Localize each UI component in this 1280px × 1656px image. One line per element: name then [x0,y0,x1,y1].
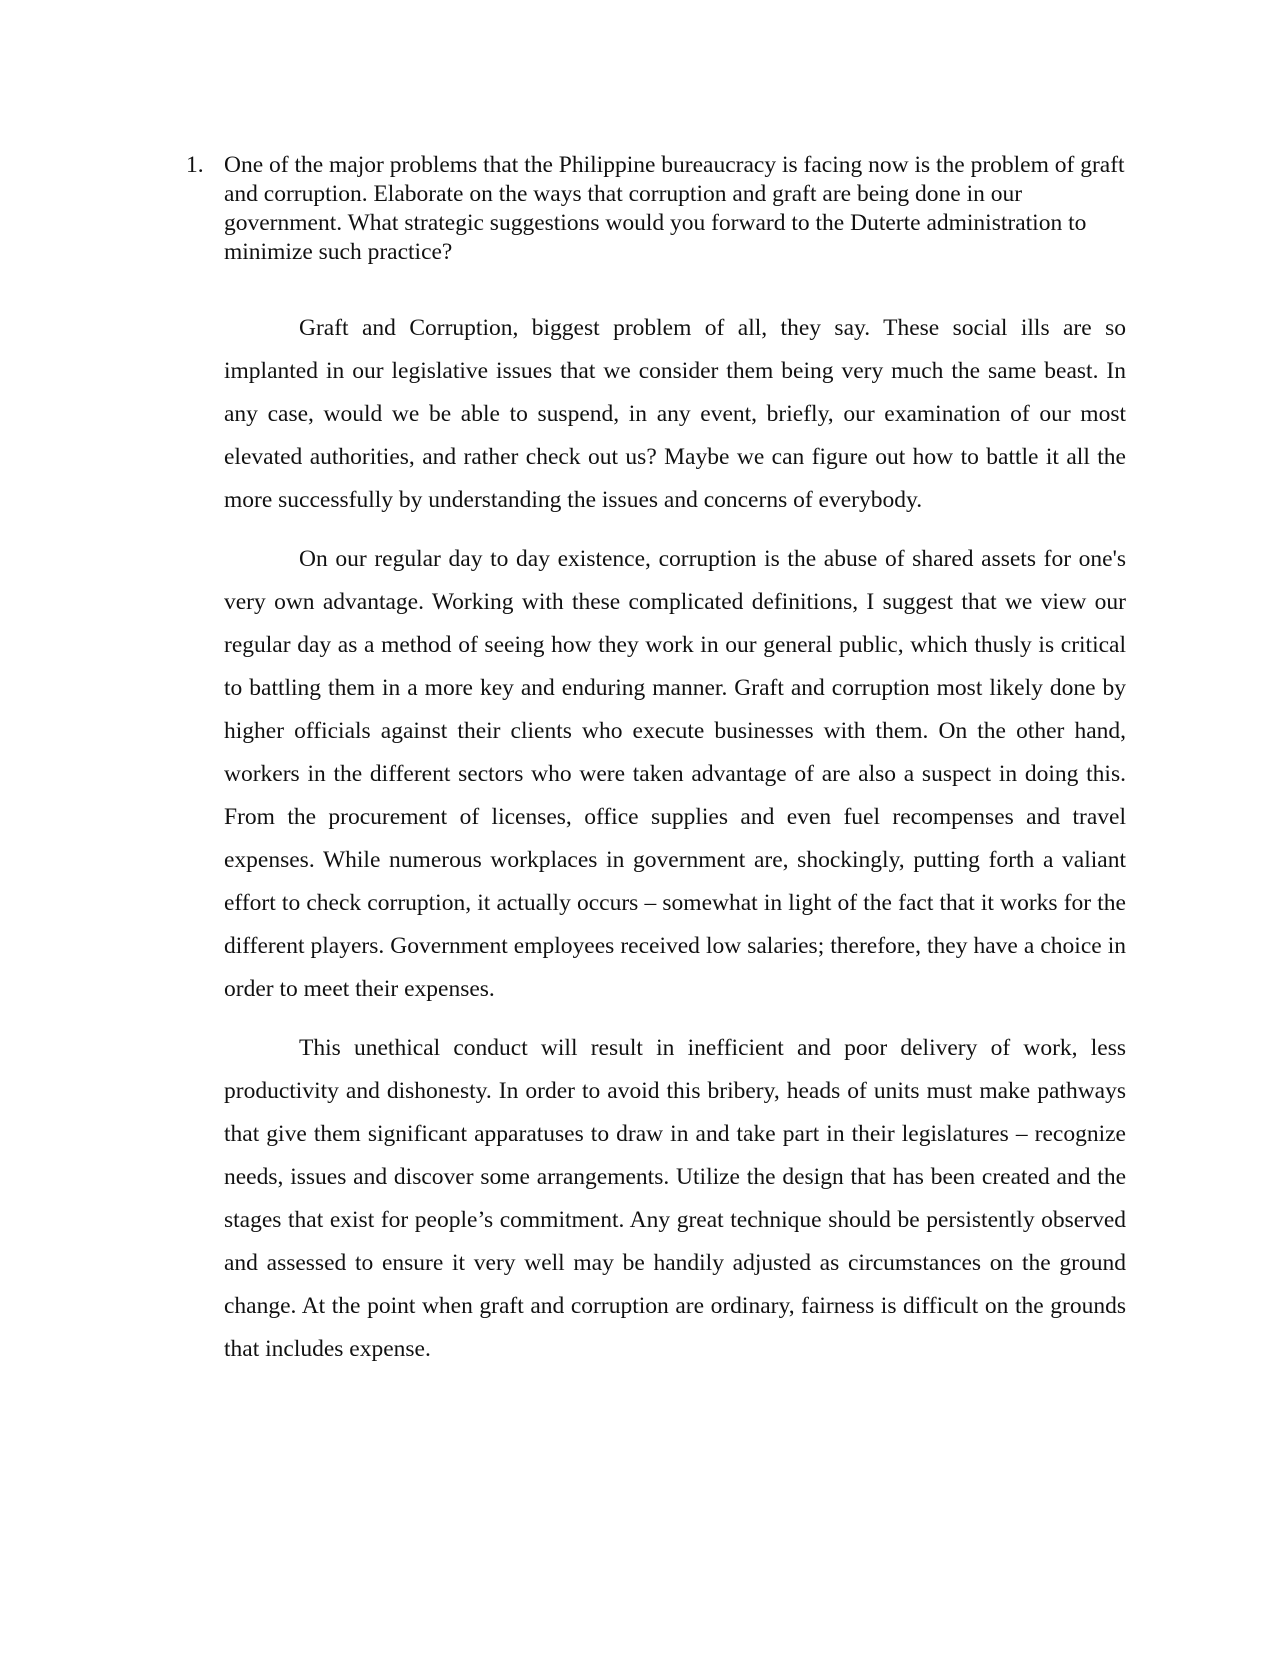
answer-paragraph-3: This unethical conduct will result in inefficient and poor delivery of work, less productivity and dishonesty. In order to avoid this bribery, heads of units must make pathways that give them significant apparatuses to draw in and take part in their legislatures – recognize needs, issues and discover some arrangements. Utilize the design that has been created and the stages that exist for people’s commitment. Any great technique should be persistently observed and assessed to ensure it very well may be handily adjusted as circumstances on the ground change. At the point when graft and corruption are ordinary, fairness is difficult on the grounds that includes expense. [224,1035,1126,1362]
question-number: 1. [186,152,204,178]
answer-paragraph-2: On our regular day to day existence, corruption is the abuse of shared assets for one's very own advantage. Working with these complicated definitions, I suggest that we view our regular day as a method of seeing how they work in our general public, which thusly is critical to battling them in a more key and enduring manner. Graft and corruption most likely done by higher officials against their clients who execute businesses with them. On the other hand, workers in the different sectors who were taken advantage of are also a suspect in doing this. From the procurement of licenses, office supplies and even fuel recompenses and travel expenses. While numerous workplaces in government are, shockingly, putting forth a valiant effort to check corruption, it actually occurs – somewhat in light of the fact that it works for the different players. Government employees received low salaries; therefore, they have a choice in order to meet their expenses. [224,546,1126,1002]
question-item [186,151,1126,267]
answer-paragraph-1: Graft and Corruption, biggest problem of all, they say. These social ills are so implanted in our legislative issues that we consider them being very much the same beast. In any case, would we be able to suspend, in any event, briefly, our examination of our most elevated authorities, and rather check out us? Maybe we can figure out how to battle it all the more successfully by understanding the issues and concerns of everybody. [224,315,1126,513]
question-text: One of the major problems that the Philippine bureaucracy is facing now is the problem of graft and corruption. Elaborate on the ways that corruption and graft are being done in our government. What strategic suggestions would you forward to the Duterte administration to minimize such practice? [224,152,1125,265]
answer-body [224,307,1126,1387]
